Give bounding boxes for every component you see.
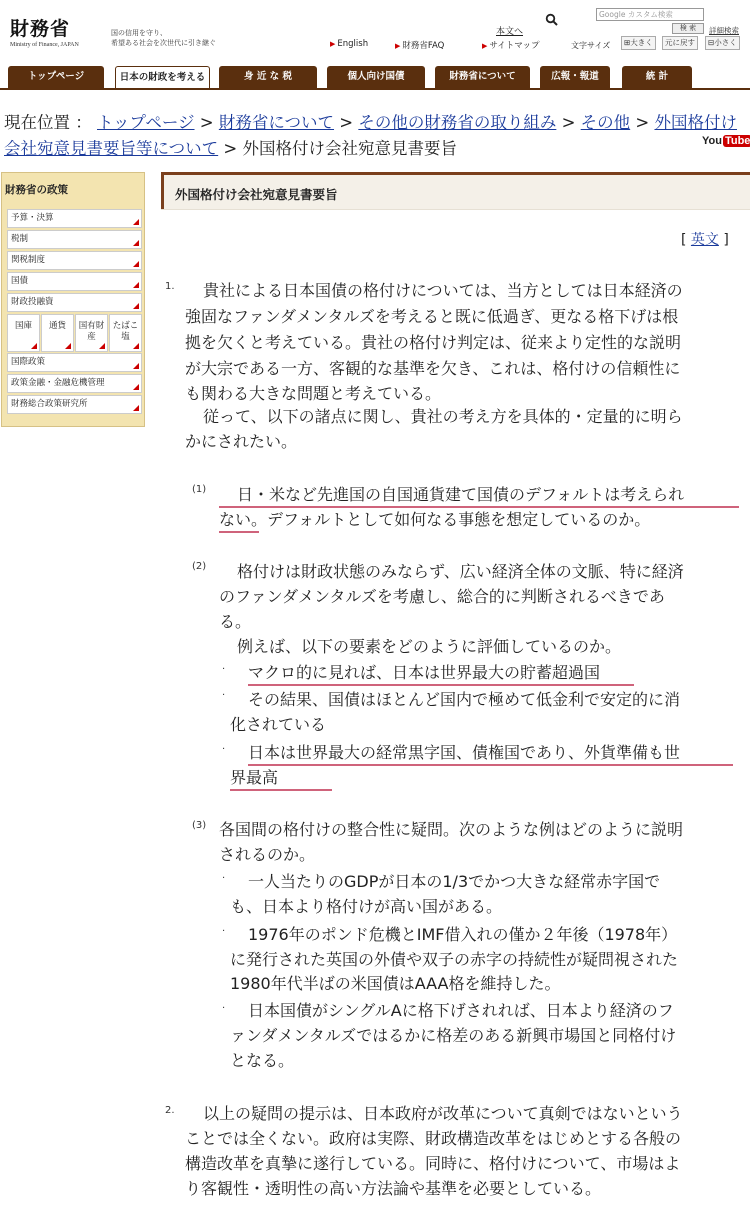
paragraph-line: が大宗である一方、客観的な基準を欠き、これは、格付けの信頼性に bbox=[185, 359, 681, 378]
sidebar-item-tax[interactable]: 税制 bbox=[7, 230, 142, 249]
logo-main: 財務省 bbox=[10, 18, 71, 40]
bullet-marker: · bbox=[222, 873, 226, 884]
fontsize-smaller-button[interactable] bbox=[705, 36, 740, 50]
breadcrumb-sep: > bbox=[199, 113, 214, 132]
faq-link[interactable] bbox=[395, 39, 444, 51]
nav-divider bbox=[0, 88, 750, 90]
spellcheck-underline bbox=[219, 506, 739, 508]
nav-tab-top[interactable]: トップページ bbox=[8, 66, 104, 88]
bullet-marker: · bbox=[222, 690, 226, 701]
sitemap-link-label: サイトマップ bbox=[489, 41, 540, 51]
youtube-you: You bbox=[702, 135, 722, 147]
english-link[interactable] bbox=[330, 39, 368, 49]
bullet-line: も、日本より格付けが高い国がある。 bbox=[230, 897, 503, 916]
nav-tab-about[interactable]: 財務省について bbox=[435, 66, 530, 88]
bullet-line: 日本国債がシングルAに格下げされれば、日本より経済のフ bbox=[248, 1001, 674, 1020]
nav-tab-bonds[interactable]: 個人向け国債 bbox=[327, 66, 425, 88]
bullet-line: その結果、国債はほとんど国内で極めて低金利で安定的に消 bbox=[248, 690, 681, 709]
breadcrumb-sep: > bbox=[223, 139, 238, 158]
tagline-line: 希望ある社会を次世代に引き継ぐ bbox=[111, 39, 216, 47]
sidebar-item-national-property[interactable]: 国有財産 bbox=[75, 314, 108, 352]
zoom-out-icon: ⊟ bbox=[708, 38, 715, 47]
paragraph-line: 各国間の格付けの整合性に疑問。次のような例はどのように説明 bbox=[219, 820, 684, 839]
page-title: 外国格付け会社宛意見書要旨 bbox=[175, 187, 338, 202]
sidebar-item-treasury[interactable]: 国庫 bbox=[7, 314, 40, 352]
fontsize-larger-button[interactable] bbox=[621, 36, 656, 50]
english-version-link[interactable]: 英文 bbox=[690, 232, 719, 248]
sitemap-link[interactable] bbox=[482, 39, 539, 51]
breadcrumb-link-about[interactable]: 財務省について bbox=[218, 113, 335, 132]
bracket-close: ] bbox=[723, 232, 729, 248]
item-number: (2) bbox=[192, 561, 207, 572]
sidebar-item-jgb[interactable]: 国債 bbox=[7, 272, 142, 291]
paragraph-line: のファンダメンタルズを考慮し、総合的に判断されるべきであ bbox=[219, 587, 665, 606]
breadcrumb-link-other[interactable]: その他 bbox=[580, 113, 631, 132]
logo-sub: Ministry of Finance, JAPAN bbox=[10, 42, 79, 48]
paragraph-line: 格付けは財政状態のみならず、広い経済全体の文脈、特に経済 bbox=[237, 562, 684, 581]
nav-tab-tax[interactable]: 身 近 な 税 bbox=[219, 66, 317, 88]
spellcheck-underline bbox=[219, 531, 259, 533]
bullet-line: 界最高 bbox=[230, 768, 279, 787]
bullet-line: となる。 bbox=[230, 1051, 295, 1070]
breadcrumb-sep: > bbox=[635, 113, 650, 132]
youtube-tube: Tube bbox=[723, 135, 750, 147]
breadcrumb-link-other-initiatives[interactable]: その他の財務省の取り組み bbox=[358, 113, 557, 132]
site-logo[interactable] bbox=[10, 14, 79, 48]
breadcrumb-sep: > bbox=[339, 113, 354, 132]
item-number: (3) bbox=[192, 820, 207, 831]
paragraph-line: 強固なファンダメンタルズを考えると既に低過ぎ、更なる格下げは根 bbox=[185, 307, 679, 326]
bullet-line: ァンダメンタルズではるかに格差のある新興市場国と同格付け bbox=[230, 1026, 677, 1045]
tagline-line: 国の信用を守り、 bbox=[111, 29, 167, 37]
breadcrumb-current: 外国格付け会社宛意見書要旨 bbox=[242, 139, 457, 158]
sidebar-item-budget[interactable]: 予算・決算 bbox=[7, 209, 142, 228]
paragraph-line: り客観性・透明性の高い方法論や基準を必要としている。 bbox=[185, 1179, 602, 1198]
spellcheck-underline bbox=[248, 764, 733, 766]
site-header bbox=[0, 0, 750, 64]
paragraph-line: 構造改革を真摯に遂行している。同時に、格付けについて、市場はよ bbox=[185, 1154, 681, 1173]
search-icon[interactable] bbox=[545, 13, 559, 27]
paragraph-line: 貴社による日本国債の格付けについては、当方としては日本経済の bbox=[203, 281, 683, 300]
bullet-marker: · bbox=[222, 744, 226, 755]
english-link-label: English bbox=[337, 39, 369, 49]
nav-tab-pr[interactable]: 広報・報道 bbox=[540, 66, 610, 88]
sidebar-title: 財務省の政策 bbox=[5, 184, 68, 196]
bracket-open: [ bbox=[681, 232, 687, 248]
triangle-right-icon: ▶ bbox=[395, 42, 401, 50]
nav-tab-stats[interactable]: 統 計 bbox=[622, 66, 692, 88]
breadcrumb-link-rating-letters[interactable]: 外国格付け会社宛意見書要旨等について bbox=[4, 113, 737, 158]
nav-tab-finance[interactable]: 日本の財政を考える bbox=[115, 66, 210, 88]
detail-search-link[interactable]: 詳細検索 bbox=[709, 26, 739, 35]
sidebar-item-policy-finance[interactable]: 政策金融・金融危機管理 bbox=[7, 374, 142, 393]
paragraph-line: かにされたい。 bbox=[185, 432, 298, 451]
bullet-line: 日本は世界最大の経常黒字国、債権国であり、外貨準備も世 bbox=[248, 743, 681, 762]
section-number: 1. bbox=[165, 281, 175, 292]
paragraph-line: る。 bbox=[219, 612, 252, 631]
english-version bbox=[681, 229, 729, 249]
sidebar-item-currency[interactable]: 通貨 bbox=[41, 314, 74, 352]
item-number: (1) bbox=[192, 484, 207, 495]
paragraph-line: 拠を欠くと考えている。貴社の格付け判定は、従来より定性的な説明 bbox=[185, 333, 682, 352]
tagline bbox=[111, 28, 241, 48]
sidebar-item-customs[interactable]: 関税制度 bbox=[7, 251, 142, 270]
sidebar-item-international[interactable]: 国際政策 bbox=[7, 353, 142, 372]
bullet-marker: · bbox=[222, 1003, 226, 1014]
paragraph-line: ない。デフォルトとして如何なる事態を想定しているのか。 bbox=[219, 510, 651, 529]
fontsize-larger-label: 大きく bbox=[630, 38, 653, 47]
paragraph-line: 日・米など先進国の自国通貨建て国債のデフォルトは考えられ bbox=[237, 485, 685, 504]
search-button[interactable]: 検 索 bbox=[672, 23, 704, 34]
breadcrumb bbox=[4, 110, 748, 162]
breadcrumb-link-top[interactable]: トップページ bbox=[97, 113, 195, 132]
bullet-line: 化されている bbox=[230, 715, 327, 734]
fontsize-label: 文字サイズ bbox=[571, 41, 611, 50]
fontsize-reset-button[interactable]: 元に戻す bbox=[662, 36, 698, 50]
sidebar-item-filp[interactable]: 財政投融資 bbox=[7, 293, 142, 312]
spellcheck-underline bbox=[230, 789, 332, 791]
bullet-line: 1980年代半ばの米国債はAAA格を維持した。 bbox=[230, 974, 561, 993]
paragraph-line: 例えば、以下の要素をどのように評価しているのか。 bbox=[237, 637, 622, 656]
page-title-bar bbox=[161, 172, 750, 210]
bullet-marker: · bbox=[222, 664, 226, 675]
sidebar-item-tobacco-salt[interactable]: たばこ塩 bbox=[109, 314, 142, 352]
faq-link-label: 財務省FAQ bbox=[402, 41, 445, 51]
paragraph-line: も関わる大きな問題と考えている。 bbox=[185, 384, 442, 403]
triangle-right-icon: ▶ bbox=[330, 40, 336, 48]
bullet-line: 1976年のポンド危機とIMF借入れの僅か２年後（1978年） bbox=[248, 925, 678, 944]
sidebar-item-research-institute[interactable]: 財務総合政策研究所 bbox=[7, 395, 142, 414]
bullet-line: マクロ的に見れば、日本は世界最大の貯蓄超過国 bbox=[248, 663, 601, 682]
fontsize-smaller-label: 小さく bbox=[714, 38, 737, 47]
section-number: 2. bbox=[165, 1105, 175, 1116]
bullet-line: 一人当たりのGDPが日本の1/3でかつ大きな経常赤字国で bbox=[248, 872, 661, 891]
search-input[interactable]: Google カスタム検索 bbox=[596, 8, 704, 21]
paragraph-line: 従って、以下の諸点に関し、貴社の考え方を具体的・定量的に明ら bbox=[203, 407, 683, 426]
title-accent-bar bbox=[161, 175, 164, 209]
sidebar-grid bbox=[7, 314, 142, 352]
skip-to-content-link[interactable]: 本文へ bbox=[496, 27, 524, 37]
bullet-marker: · bbox=[222, 926, 226, 937]
policy-sidebar bbox=[1, 172, 145, 427]
breadcrumb-prefix: 現在位置 ： bbox=[4, 113, 92, 132]
paragraph-line: ことでは全くない。政府は実際、財政構造改革をはじめとする各般の bbox=[185, 1129, 682, 1148]
bullet-line: に発行された英国の外債や双子の赤字の持続性が疑問視された bbox=[230, 950, 679, 969]
spellcheck-underline bbox=[248, 684, 634, 686]
breadcrumb-sep: > bbox=[561, 113, 576, 132]
zoom-in-icon: ⊞ bbox=[624, 38, 631, 47]
paragraph-line: 以上の疑問の提示は、日本政府が改革について真剣ではないという bbox=[203, 1104, 683, 1123]
triangle-right-icon: ▶ bbox=[482, 42, 488, 50]
paragraph-line: されるのか。 bbox=[219, 845, 316, 864]
